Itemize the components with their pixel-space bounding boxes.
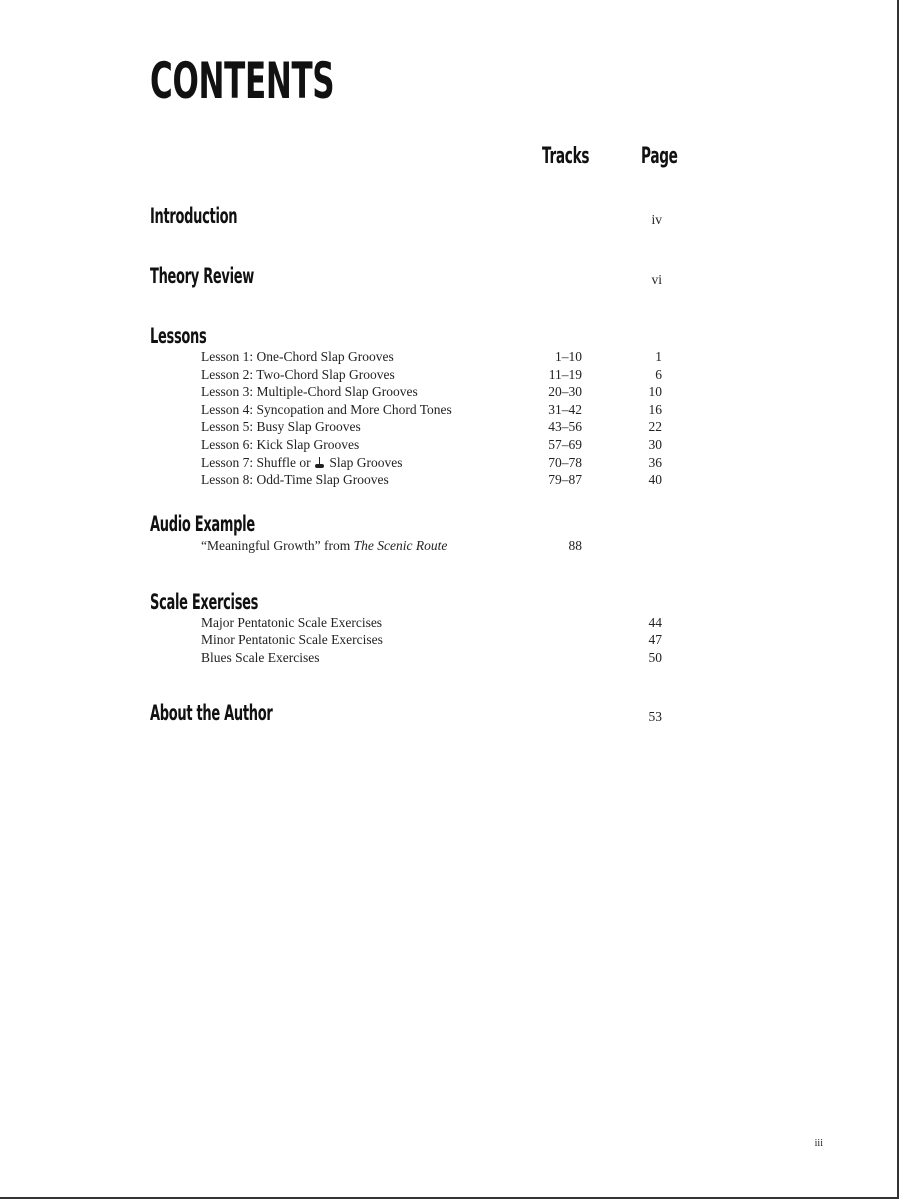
lesson-4-title: Lesson 4: Syncopation and More Chord Tones — [201, 402, 452, 417]
lesson-3-tracks: 20–30 — [548, 384, 582, 399]
section-lessons: Lessons — [150, 324, 207, 348]
lesson-7-title — [201, 455, 403, 471]
lesson-4-page: 16 — [648, 402, 662, 417]
audio-example-album: The Scenic Route — [353, 538, 448, 553]
lesson-8-page: 40 — [648, 472, 662, 487]
lesson-2-page: 6 — [655, 367, 662, 382]
lesson-1-page: 1 — [655, 349, 662, 364]
lesson-4-tracks: 31–42 — [548, 402, 582, 417]
section-theory-review: Theory Review — [150, 264, 255, 288]
lesson-2-tracks: 11–19 — [548, 367, 582, 382]
lesson-7-title-before: Lesson 7: Shuffle or — [201, 455, 311, 470]
lesson-1-tracks: 1–10 — [555, 349, 582, 364]
lesson-6-title: Lesson 6: Kick Slap Grooves — [201, 437, 360, 452]
section-audio-example: Audio Example — [150, 512, 255, 536]
page-number: iii — [814, 1138, 823, 1149]
lesson-8-tracks: 79–87 — [548, 472, 582, 487]
scale-2-title: Minor Pentatonic Scale Exercises — [201, 632, 383, 647]
swing-eighths-icon — [315, 457, 325, 469]
lesson-6-tracks: 57–69 — [548, 437, 582, 452]
scale-2-page: 47 — [648, 632, 662, 647]
audio-example-quote: “Meaningful Growth” from — [201, 538, 351, 553]
lesson-5-tracks: 43–56 — [548, 419, 582, 434]
lesson-5-title: Lesson 5: Busy Slap Grooves — [201, 419, 361, 434]
section-about-the-author: About the Author — [150, 701, 273, 725]
about-the-author-page: 53 — [648, 709, 662, 724]
scale-3-title: Blues Scale Exercises — [201, 650, 320, 665]
introduction-page: iv — [651, 212, 662, 227]
page-column-header: Page — [641, 144, 678, 169]
lesson-7-title-after: Slap Grooves — [329, 455, 403, 470]
lesson-7-page: 36 — [648, 455, 662, 470]
audio-example-tracks: 88 — [568, 538, 582, 553]
lesson-3-page: 10 — [648, 384, 662, 399]
section-introduction: Introduction — [150, 204, 238, 228]
lesson-8-title: Lesson 8: Odd-Time Slap Grooves — [201, 472, 389, 487]
lesson-7-tracks: 70–78 — [548, 455, 582, 470]
lesson-5-page: 22 — [648, 419, 662, 434]
theory-review-page: vi — [651, 272, 662, 287]
audio-example-title — [201, 538, 447, 554]
page-title: CONTENTS — [150, 52, 335, 110]
lesson-6-page: 30 — [648, 437, 662, 452]
tracks-column-header: Tracks — [542, 144, 590, 169]
scale-1-title: Major Pentatonic Scale Exercises — [201, 615, 383, 630]
lesson-1-title: Lesson 1: One-Chord Slap Grooves — [201, 349, 394, 364]
scale-1-page: 44 — [648, 615, 662, 630]
lesson-3-title: Lesson 3: Multiple-Chord Slap Grooves — [201, 384, 418, 399]
lesson-2-title: Lesson 2: Two-Chord Slap Grooves — [201, 367, 395, 382]
section-scale-exercises: Scale Exercises — [150, 590, 259, 614]
scale-3-page: 50 — [648, 650, 662, 665]
